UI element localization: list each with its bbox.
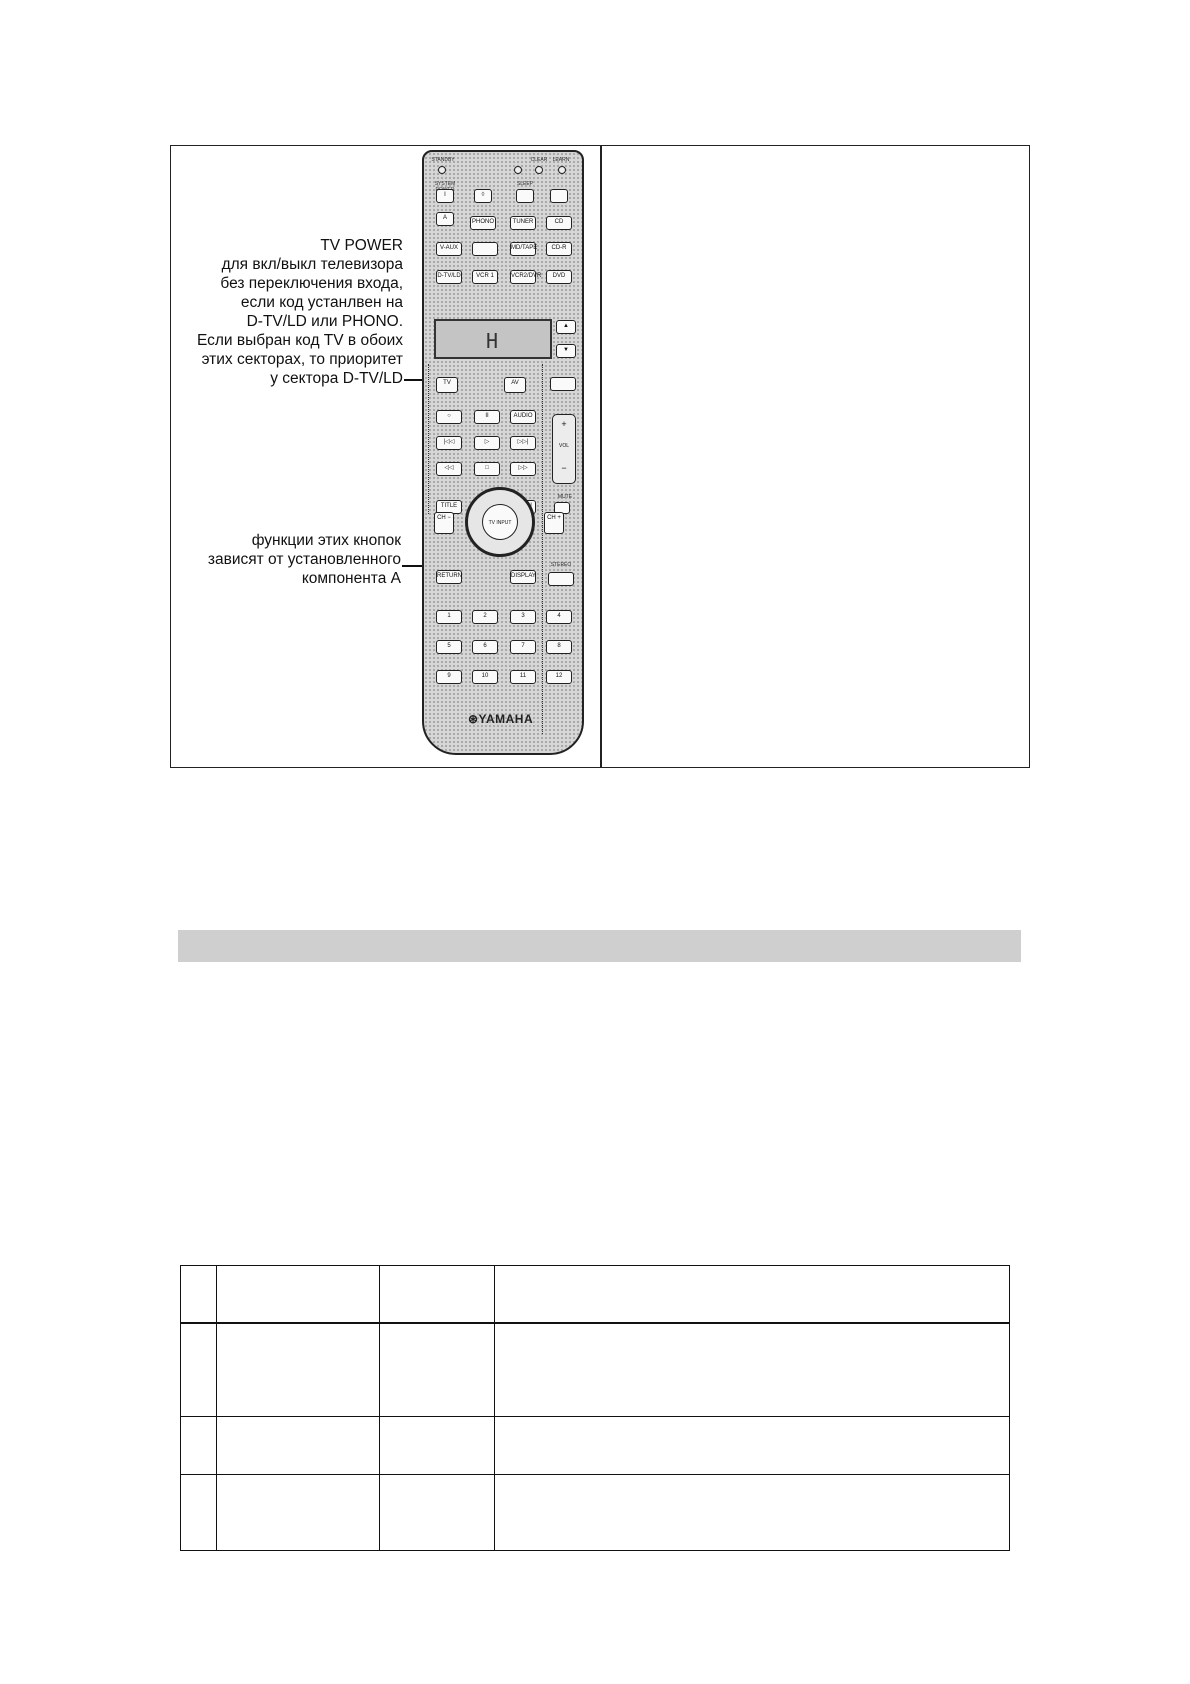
yamaha-logo: ⊛YAMAHA [468,712,534,726]
display-button: DISPLAY [510,570,536,584]
a-button: A [436,212,454,226]
remote-label: LEARN [552,157,570,163]
numeric-button: 4 [546,610,572,624]
input-button: VCR 1 [472,270,498,284]
input-button: VCR2/DVR [510,270,536,284]
annotation-line: без переключения входа, [220,275,403,292]
section-heading-band [178,930,1021,962]
remote-label: MUTE [557,494,573,500]
table-row [181,1323,1010,1417]
table-cell [380,1475,495,1551]
remote-led [514,166,522,174]
annotation-line: зависят от установленного [207,551,401,568]
remote-label: CLEAR [530,157,548,163]
annotation-line: этих секторах, то приоритет [201,351,403,368]
sector-boundary [428,364,429,514]
annotation-line: если код устанлвен на [240,294,403,311]
transport-button: ▷▷| [510,436,536,450]
numeric-button: 6 [472,640,498,654]
numeric-button: 8 [546,640,572,654]
remote-led [558,166,566,174]
numeric-button: 9 [436,670,462,684]
annotation-line: Если выбран код TV в обоих [196,332,403,349]
table-cell [217,1323,380,1417]
av-power-button: AV [504,377,526,393]
remote-led [535,166,543,174]
scene-button [550,189,568,203]
input-button [472,242,498,256]
functions-leader-line [402,565,424,567]
input-button: MD/TAPE [510,242,536,256]
table-cell [380,1266,495,1323]
standby-button: ◊ [474,189,492,203]
transport-button: ▷▷ [510,462,536,476]
transport-button: |◁◁ [436,436,462,450]
stereo-button [548,572,574,586]
return-button: RETURN [436,570,462,584]
empty-table [180,1265,1010,1551]
input-button: TUNER [510,216,536,230]
annotation-line: компонента А [301,570,401,587]
table-row [181,1417,1010,1475]
volume-rocker: + VOL − [552,414,576,484]
table-cell [380,1323,495,1417]
system-power-button: I [436,189,454,203]
frame-divider [600,145,602,768]
annotation-line: D-TV/LD или PHONO. [246,313,403,330]
table-row [181,1475,1010,1551]
tv-power-annotation [143,236,403,388]
input-button: DVD [546,270,572,284]
table-cell [181,1323,217,1417]
input-button: D-TV/LD [436,270,462,284]
input-button: CD-R [546,242,572,256]
input-button: CD [546,216,572,230]
table-cell [217,1266,380,1323]
annotation-line: TV POWER [320,237,403,254]
transport-button: AUDIO [510,410,536,424]
remote-display [434,319,552,359]
ch-minus-button: CH − [434,512,454,534]
tv-power-button: TV [436,377,458,393]
select-down-button: ▼ [556,344,576,358]
numeric-button: 1 [436,610,462,624]
numeric-button: 7 [510,640,536,654]
remote-label: STEREO [550,562,572,568]
annotation-line: функции этих кнопок [251,532,401,549]
table-header-row [181,1266,1010,1323]
table-cell [495,1266,1010,1323]
transport-button: II [474,410,500,424]
sleep-button [516,189,534,203]
remote-control-illustration [422,150,584,755]
table-cell [495,1323,1010,1417]
transport-button: ◁◁ [436,462,462,476]
numeric-button: 12 [546,670,572,684]
vol-label: VOL [558,443,569,449]
numeric-button: 3 [510,610,536,624]
table-cell [181,1417,217,1475]
table-cell [217,1417,380,1475]
title-button: TITLE [436,500,462,514]
remote-led [438,166,446,174]
numeric-button: 5 [436,640,462,654]
numeric-button: 11 [510,670,536,684]
remote-label: SYSTEM [434,181,456,187]
table-cell [217,1475,380,1551]
transport-button: ▷ [474,436,500,450]
remote-label: STANDBY [431,157,455,163]
functions-annotation [141,531,401,588]
numeric-button: 10 [472,670,498,684]
display-character: H [486,329,499,353]
table-cell [495,1417,1010,1475]
sector-boundary [542,364,543,734]
annotation-line: для вкл/выкл телевизора [221,256,403,273]
table-cell [495,1475,1010,1551]
ch-plus-button: CH + [544,512,564,534]
input-button: PHONO [470,216,496,230]
input-button: V-AUX [436,242,462,256]
select-up-button: ▲ [556,320,576,334]
annotation-line: у сектора D-TV/LD [270,370,403,387]
tv-input-button: TV INPUT [482,504,518,540]
remote-label: SLEEP [516,181,534,187]
table-cell [181,1475,217,1551]
transport-button: □ [474,462,500,476]
transport-button: ○ [436,410,462,424]
numeric-button: 2 [472,610,498,624]
table-cell [380,1417,495,1475]
amp-button [550,377,576,391]
table-cell [181,1266,217,1323]
